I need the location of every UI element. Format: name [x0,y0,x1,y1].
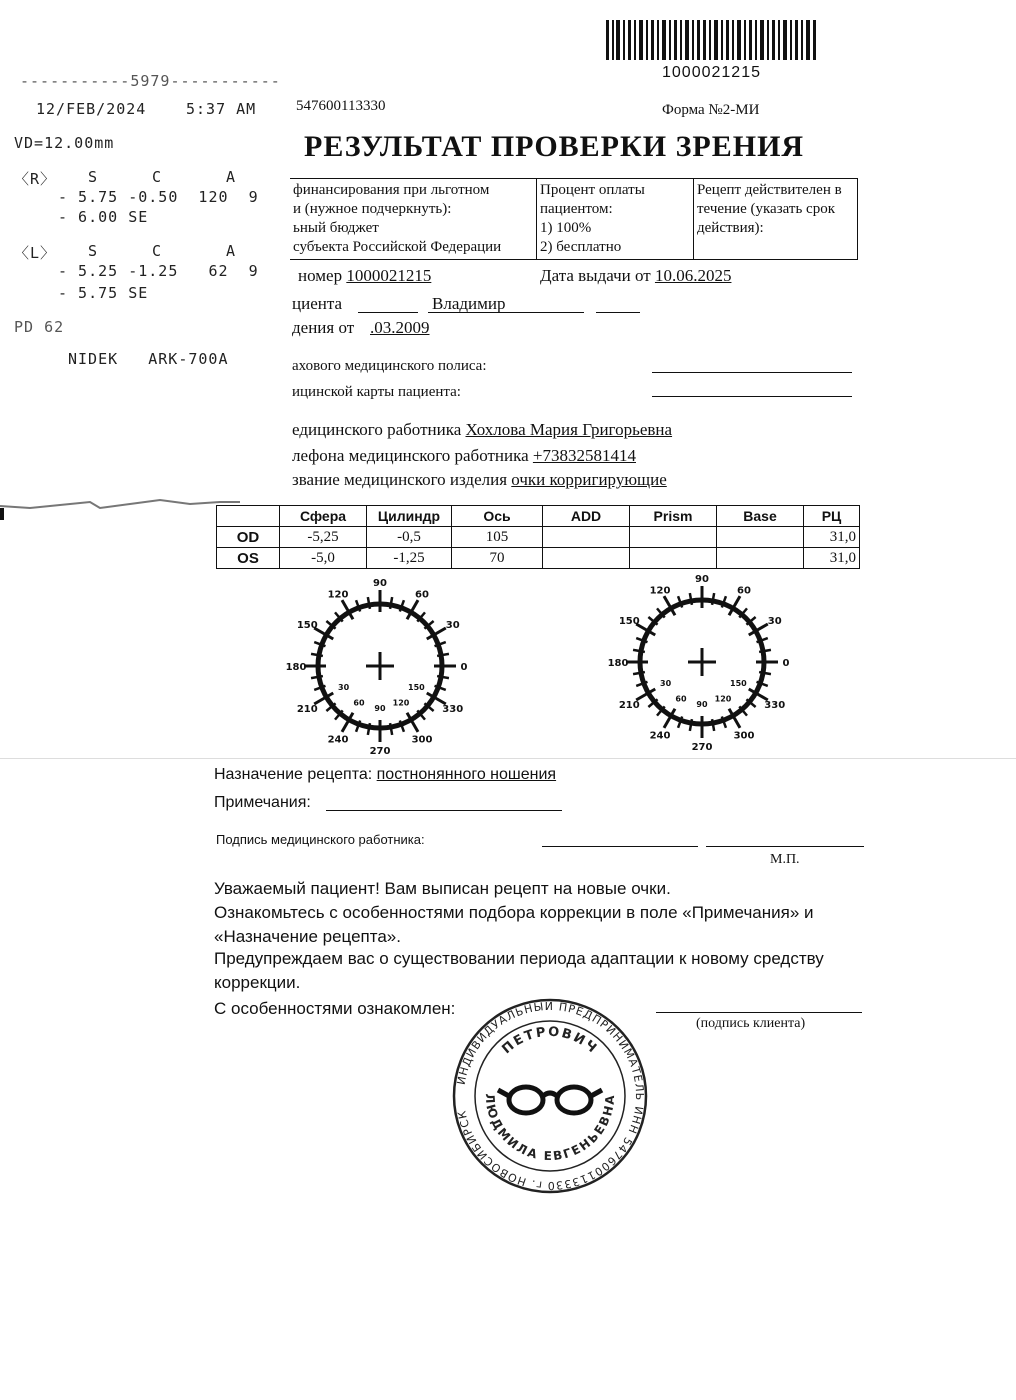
rx-od-axis: 105 [452,527,543,548]
rx-header-base: Base [717,506,804,527]
issue-date-row [540,266,731,286]
dial-inner-label: 60 [353,698,365,708]
validity-line: течение (указать срок [697,201,836,217]
purpose-value: постнонянного ношения [376,766,557,783]
notice-p3a: Предупреждаем вас о существовании периода адаптации к новому средству [214,949,824,968]
rx-header-pd: РЦ [804,506,860,527]
stamp-bottom-text: ЛЮДМИЛА ЕВГЕНЬЕВНА [482,1093,618,1164]
fold-line [0,758,1016,759]
inn-number: 547600113330 [296,98,386,114]
company-stamp [450,996,650,1196]
receipt-col-s-2: S [88,242,99,260]
receipt-device: NIDEK ARK-700A [68,350,229,368]
stamp-top-text: ПЕТРОВИЧ [499,1024,601,1058]
dial-label: 300 [733,730,755,742]
notice-p2a: Ознакомьтесь с особенностями подбора коррекции в поле «Примечания» и [214,903,814,922]
notice-p3b: коррекции. [214,973,301,992]
funding-table [290,178,858,260]
signature-line-2 [706,846,864,847]
dial-label: 0 [782,658,790,669]
patient-patronymic-line [596,312,640,313]
birth-date: .03.2009 [370,318,430,337]
rx-od-pd: 31,0 [804,527,860,548]
dial-inner-label: 90 [374,704,386,713]
dial-label: 90 [373,578,387,589]
table-row [217,527,860,548]
policy-line [652,372,852,373]
device-label: звание медицинского изделия [292,470,508,489]
receipt-col-c-2: C [152,242,163,260]
receipt-right-row1: - 5.75 -0.50 120 9 [58,188,259,206]
glasses-icon [498,1087,602,1113]
rx-header-row [217,506,860,527]
dial-label: 120 [649,585,671,597]
rx-header-axis: Ось [452,506,543,527]
validity-line: Рецепт действителен в [697,182,842,198]
patient-name-line [428,312,584,313]
axis-dial-left-eye [592,574,812,753]
rx-header-sphere: Сфера [280,506,367,527]
barcode [606,20,818,60]
receipt-left-row2: - 5.75 SE [58,284,149,302]
receipt-col-c: C [152,168,163,186]
rx-od-label: OD [217,527,280,548]
purpose-label: Назначение рецепта: [214,766,373,783]
dial-label: 270 [369,746,391,757]
device-row [292,470,667,490]
client-signature-label: (подпись клиента) [696,1016,806,1031]
dial-label: 300 [411,734,433,746]
receipt-header: -----------5979----------- [20,72,281,90]
dial-inner-label: 150 [730,679,747,688]
barcode-number: 1000021215 [662,64,761,81]
doc-number-value: 1000021215 [346,266,432,285]
rx-od-prism [630,527,717,548]
dial-inner-label: 90 [696,700,708,709]
dial-label: 150 [296,620,318,631]
notice-p2b: «Назначение рецепта». [214,927,401,946]
dial-label: 120 [327,589,349,601]
issue-date-value: 10.06.2025 [654,266,732,285]
dial-label: 330 [764,700,786,711]
dial-label: 240 [649,730,671,742]
dial-inner-label: 150 [408,683,425,692]
receipt-pd: PD 62 [14,318,65,336]
receipt-col-a: A [226,168,237,186]
funding-line: субъекта Российской Федерации [293,239,502,255]
doc-number-label: номер [298,266,343,285]
phone-row [292,446,636,466]
receipt-right-eye-label: 〈R〉 [14,170,57,188]
dial-inner-label: 120 [714,694,732,704]
rx-od-base [717,527,804,548]
dial-label: 210 [618,700,640,711]
receipt-col-a-2: A [226,242,237,260]
rx-os-pd: 31,0 [804,548,860,569]
device-value: очки корригирующие [511,470,667,489]
dial-label: 180 [607,658,629,669]
policy-label: ахового медицинского полиса: [292,358,487,374]
rx-os-sphere: -5,0 [280,548,367,569]
birth-label: дения от [292,318,355,337]
purpose-row [214,766,556,784]
patient-label: циента [292,294,343,313]
rx-od-sphere: -5,25 [280,527,367,548]
torn-paper-edge [0,490,240,520]
stamp-outer-text: ИНДИВИДУАЛЬНЫЙ ПРЕДПРИНИМАТЕЛЬ ИНН 547600113330 г. НОВОСИБИРСК [454,999,647,1193]
dial-label: 30 [445,620,460,631]
dial-label: 150 [618,616,640,627]
rx-header-eye [217,506,280,527]
notes-line [326,810,562,811]
payment-line: 2) бесплатно [540,239,622,255]
dial-label: 30 [767,616,782,627]
dial-label: 60 [415,589,429,601]
notice-p1: Уважаемый пациент! Вам выписан рецепт на новые очки. [214,879,671,898]
funding-line: ьный бюджет [293,220,379,236]
dial-label: 330 [442,704,464,715]
receipt-left-eye-label: 〈L〉 [14,244,57,262]
rx-os-label: OS [217,548,280,569]
phone-label: лефона медицинского работника [292,446,529,465]
client-signature-line [656,1012,862,1013]
funding-line: финансирования при льготном [293,182,490,198]
worker-row [292,420,672,440]
funding-source-cell [290,179,537,260]
dial-label: 210 [296,704,318,715]
dial-label: 60 [737,585,751,597]
barcode-bars [606,20,818,60]
receipt-date: 12/FEB/2024 [36,100,147,118]
rx-os-base [717,548,804,569]
dial-inner-label: 120 [392,698,410,708]
dial-label: 180 [285,662,307,673]
dial-label: 0 [460,662,468,673]
birth-row [292,318,354,338]
rx-header-prism: Prism [630,506,717,527]
notes-label: Примечания: [214,794,311,811]
worker-label: едицинского работника [292,420,462,439]
dial-inner-label: 30 [338,683,350,692]
signature-label: Подпись медицинского работника: [216,832,425,847]
validity-line: действия): [697,220,764,236]
payment-percent-cell [537,179,694,260]
axis-dial-right-eye [270,578,490,757]
patient-row [292,294,342,314]
dial-label: 270 [691,742,713,753]
prescription-table [216,505,860,569]
acknowledged-label: С особенностями ознакомлен: [214,999,456,1018]
dial-label: 90 [695,574,709,585]
receipt-time: 5:37 AM [186,100,257,118]
payment-line: пациентом: [540,201,613,217]
validity-cell [694,179,858,260]
rx-header-cylinder: Цилиндр [367,506,452,527]
table-row [217,548,860,569]
stamp-place-label: М.П. [770,852,800,867]
rx-header-add: ADD [543,506,630,527]
signature-line [542,846,698,847]
worker-name: Хохлова Мария Григорьевна [465,420,673,439]
payment-line: Процент оплаты [540,182,645,198]
form-number: Форма №2-МИ [662,102,760,118]
rx-od-add [543,527,630,548]
rx-os-axis: 70 [452,548,543,569]
issue-date-label: Дата выдачи от [540,266,651,285]
dial-inner-label: 60 [675,694,687,704]
receipt-right-row2: - 6.00 SE [58,208,149,226]
rx-os-add [543,548,630,569]
rx-os-cylinder: -1,25 [367,548,452,569]
card-line [652,396,852,397]
dial-label: 240 [327,734,349,746]
rx-os-prism [630,548,717,569]
rx-od-cylinder: -0,5 [367,527,452,548]
receipt-vd: VD=12.00mm [14,134,115,152]
receipt-col-s: S [88,168,99,186]
payment-line: 1) 100% [540,220,592,236]
doc-number-row [298,266,431,286]
patient-name: Владимир [432,294,506,313]
receipt-left-row1: - 5.25 -1.25 62 9 [58,262,259,280]
funding-line: и (нужное подчеркнуть): [293,201,452,217]
page-title: РЕЗУЛЬТАТ ПРОВЕРКИ ЗРЕНИЯ [304,130,805,163]
card-label: ицинской карты пациента: [292,384,461,400]
patient-surname-line [358,312,418,313]
dial-inner-label: 30 [660,679,672,688]
phone-value: +73832581414 [532,446,636,465]
